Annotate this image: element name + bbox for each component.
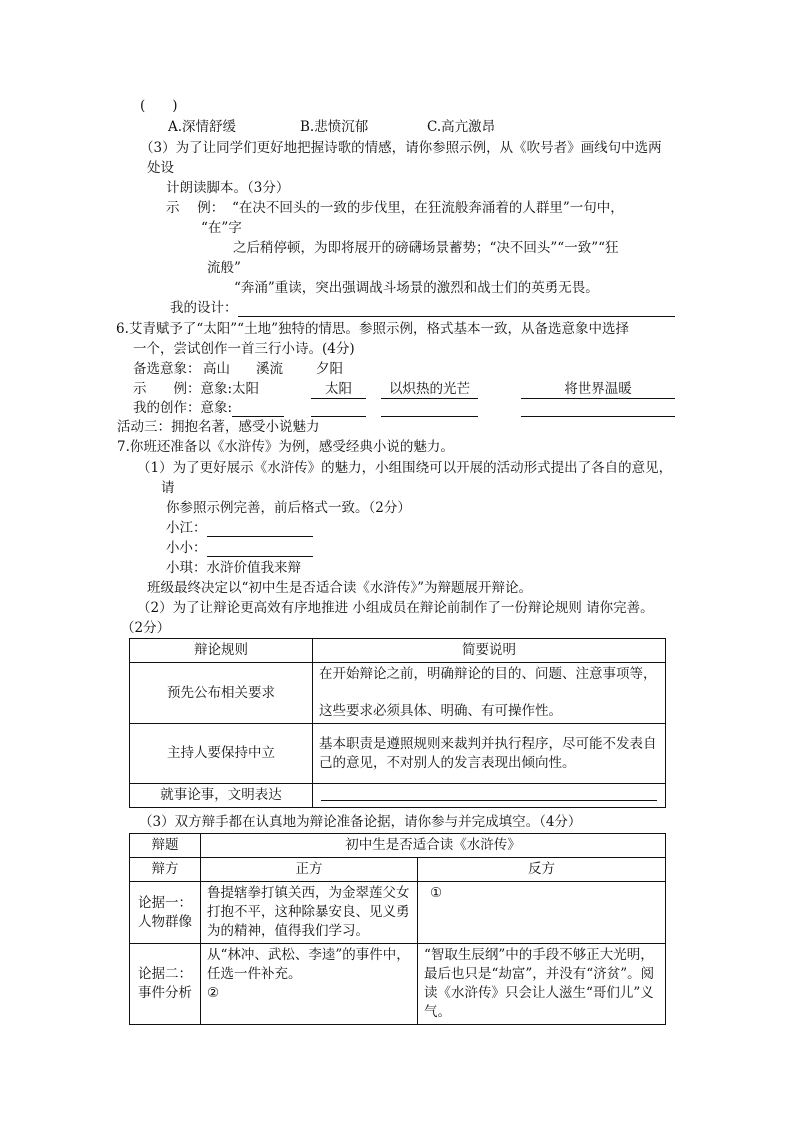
q6-example-label: 示 例：意象:太阳	[133, 381, 260, 397]
rule-1-desc-line2: 这些要求必须具体、明确、有可操作性。	[319, 703, 562, 719]
q7-sub1-line2: 请	[161, 480, 175, 496]
q7-sub1-line1: （1）为了更好展示《水浒传》的魅力，小组围绕可以开展的活动形式提出了各自的意见，	[137, 460, 673, 476]
my-creation-row	[133, 399, 284, 417]
arg2-pro[interactable]	[201, 944, 418, 1025]
example-line2: “在”字	[201, 220, 242, 236]
rules-header-rule: 辩论规则	[130, 639, 313, 663]
person-xiaojiang	[166, 519, 313, 537]
q7-sub1-line3: 你参照示例完善，前后格式一致。（2分）	[166, 500, 411, 516]
option-mountain: 高山	[203, 361, 230, 377]
my-design-row	[170, 299, 675, 317]
rule-3-blank[interactable]	[321, 788, 657, 801]
arg1-pro: 鲁提辖拳打镇关西，为金翠莲父女打抱不平，这种除暴安良、见义勇为的精神，值得我们学习。	[201, 882, 418, 944]
my-design-label: 我的设计：	[170, 300, 238, 316]
arg1-label: 论据一：人物群像	[130, 882, 201, 944]
rule-2-desc	[313, 724, 666, 784]
option-sunset: 夕阳	[316, 361, 343, 377]
q7-sub2-line1: （2）为了让辩论更高效有序地推进 小组成员在辩论前制作了一份辩论规则 请你完善。	[137, 600, 654, 616]
example-line4: 流般”	[207, 260, 241, 276]
options-label: 备选意象：	[133, 361, 201, 377]
example-line3: 之后稍停顿，为即将展开的磅礴场景蓄势；“决不回头”“一致”“狂	[233, 240, 619, 256]
q6-line1: 6.艾青赋予了“太阳”“土地”独特的情思。参照示例，格式基本一致，从备选意象中选择	[116, 321, 629, 337]
xiaojiang-blank[interactable]	[207, 522, 313, 537]
creation-blank-3[interactable]	[521, 402, 675, 417]
example-line5: “奔涌”重读，突出强调战斗场景的激烈和战士们的英勇无畏。	[234, 280, 599, 296]
example-value-2: 以炽热的光芒	[381, 380, 478, 399]
q5-sub3-line2: 处设	[147, 160, 174, 176]
activity3-heading: 活动三：拥抱名著，感受小说魅力	[117, 419, 320, 435]
rule-2-desc-line2: 己的意见，不对别人的发言表现出倾向性。	[319, 754, 576, 771]
creation-blank-2[interactable]	[381, 402, 478, 417]
answer-parentheses[interactable]: ( )	[140, 98, 178, 114]
con-header: 反方	[418, 858, 666, 882]
option-c: C.高亢激昂	[427, 119, 496, 135]
example-value-1: 太阳	[311, 380, 366, 399]
rule-2-name: 主持人要保持中立	[130, 724, 313, 784]
rule-1-desc-line1: 在开始辩论之前，明确辩论的目的、问题、注意事项等，	[319, 666, 657, 682]
xiaoxiao-blank[interactable]	[207, 542, 313, 557]
my-design-blank[interactable]	[238, 302, 675, 317]
rule-2-desc-line1: 基本职责是遵照规则来裁判并执行程序，尽可能不发表自	[319, 735, 657, 752]
rules-table	[129, 638, 666, 808]
creation-blank-1[interactable]	[311, 402, 366, 417]
option-b: B.悲愤沉郁	[300, 119, 369, 135]
topic-value: 初中生是否适合读《水浒传》	[201, 834, 666, 858]
debate-decision: 班级最终决定以“初中生是否适合读《水浒传》”为辩题展开辩论。	[147, 580, 533, 596]
rule-1-desc	[313, 663, 666, 724]
example-label: 示 例：	[166, 200, 225, 216]
example-person: 小琪：水浒价值我来辩	[166, 560, 301, 576]
arg2-pro-blank[interactable]: ②	[207, 985, 220, 1001]
rule-3-name: 就事论事，文明表达	[130, 784, 313, 808]
q7-sub2-line2: （2分）	[121, 620, 171, 636]
rule-3-desc[interactable]	[313, 784, 666, 808]
topic-label: 辩题	[130, 834, 201, 858]
rules-header-desc: 简要说明	[313, 639, 666, 663]
person-xiaojiang-label: 小江：	[166, 520, 207, 536]
q5-sub3-line3: 计朗读脚本。（3分）	[166, 180, 290, 196]
my-creation-label: 我的创作：意象:	[133, 400, 233, 416]
side-label: 辩方	[130, 858, 201, 882]
arg2-con: “智取生辰纲”中的手段不够正大光明，最后也只是“劫富”，并没有“济贫”。阅读《水浒传》只会让人滋生“哥们儿”义气。	[418, 944, 666, 1025]
person-xiaoxiao	[166, 539, 313, 557]
q6-line2: 一个，尝试创作一首三行小诗。(4分)	[133, 341, 355, 357]
option-a: A.深情舒缓	[168, 119, 237, 135]
example-value-3: 将世界温暖	[521, 380, 675, 399]
option-stream: 溪流	[256, 361, 283, 377]
example-line1: “在决不回头的一致的步伐里，在狂流般奔涌着的人群里”一句中，	[232, 200, 624, 216]
arg1-con-blank[interactable]: ①	[418, 882, 666, 944]
q7-line1: 7.你班还准备以《水浒传》为例，感受经典小说的魅力。	[117, 439, 454, 455]
q7-sub3: （3）双方辩手都在认真地为辩论准备论据，请你参与并完成填空。（4分）	[139, 814, 582, 830]
pro-header: 正方	[201, 858, 418, 882]
debate-table	[129, 833, 666, 1025]
arg2-label: 论据二：事件分析	[130, 944, 201, 1025]
person-xiaoxiao-label: 小小：	[166, 540, 207, 556]
rule-1-name: 预先公布相关要求	[130, 663, 313, 724]
arg2-pro-text: 从“林冲、武松、李逵”的事件中，任选一件补充。	[207, 947, 410, 982]
creation-image-blank[interactable]	[232, 402, 284, 417]
q5-sub3-line1: （3）为了让同学们更好地把握诗歌的情感，请你参照示例，从《吹号者》画线句中选两	[140, 140, 662, 156]
